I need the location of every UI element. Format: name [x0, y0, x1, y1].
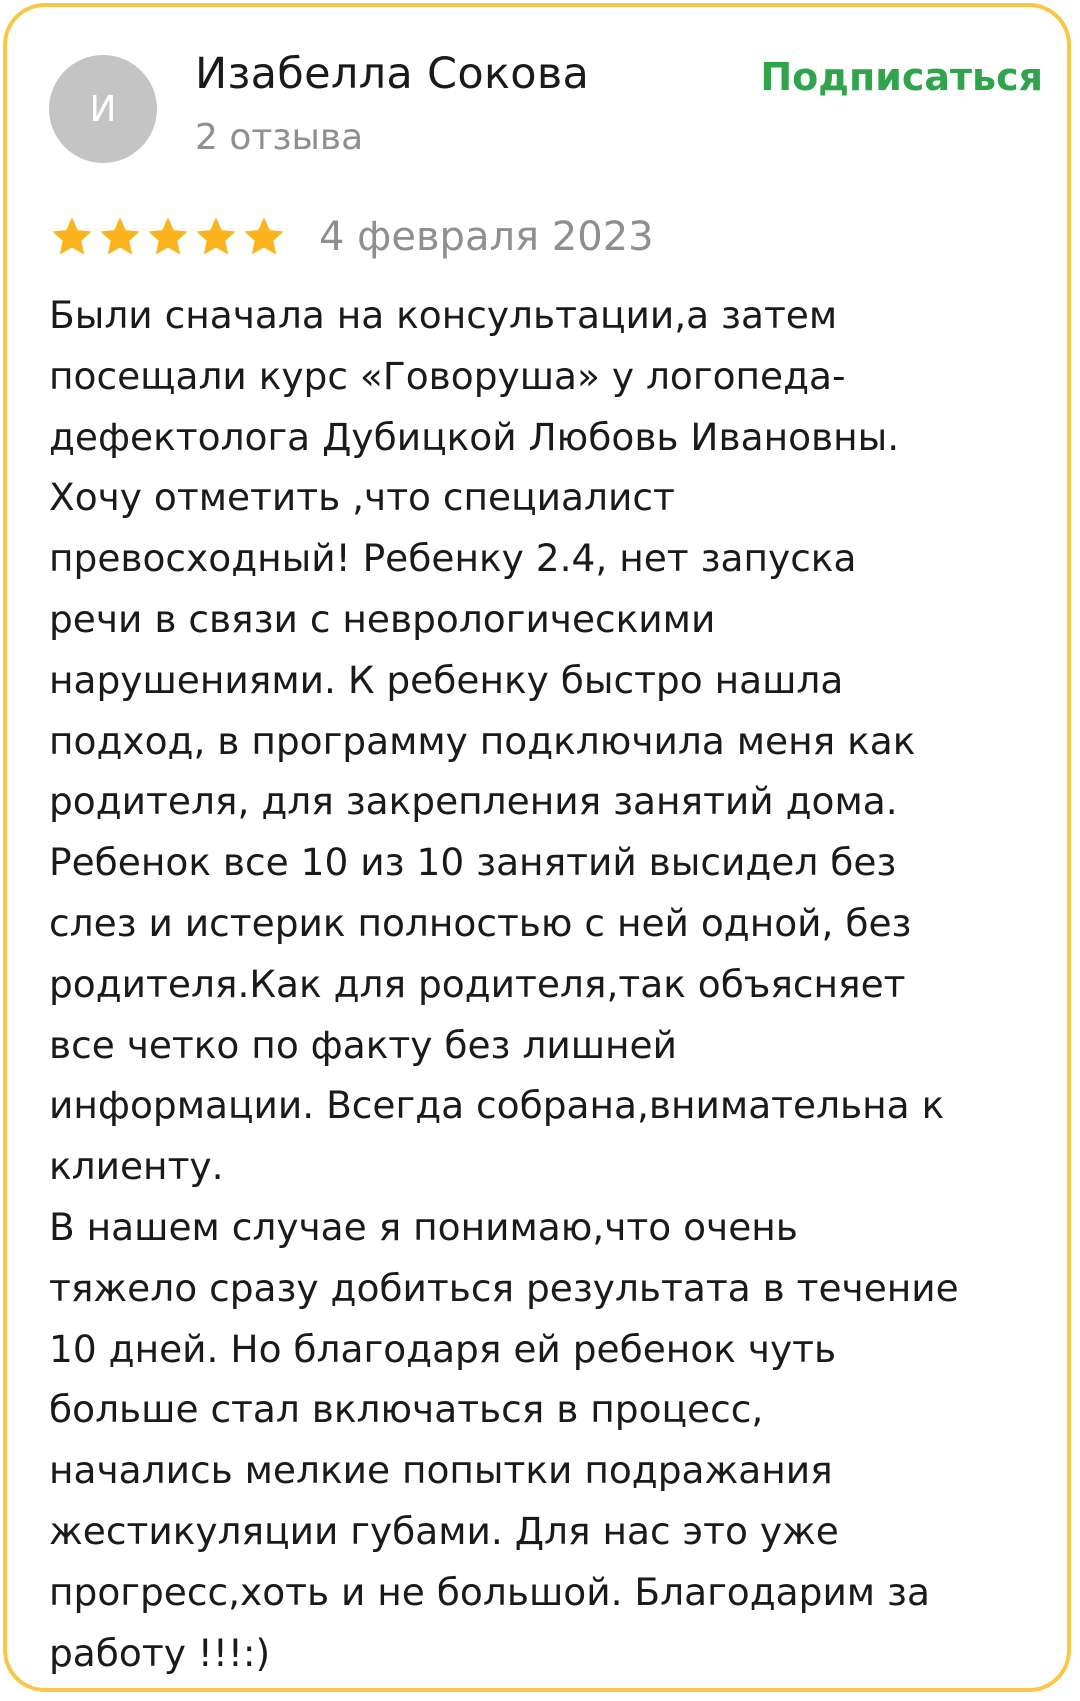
- author-review-count: 2 отзыва: [195, 117, 364, 158]
- star-icon: [49, 214, 95, 260]
- rating-row: [49, 211, 654, 263]
- star-icon: [193, 214, 239, 260]
- star-rating: [49, 214, 289, 260]
- subscribe-button[interactable]: Подписаться: [760, 55, 1043, 99]
- review-date: 4 февраля 2023: [319, 214, 654, 260]
- avatar-letter: И: [89, 88, 117, 130]
- star-icon: [97, 214, 143, 260]
- star-icon: [145, 214, 191, 260]
- avatar[interactable]: [49, 55, 157, 163]
- author-name[interactable]: Изабелла Сокова: [195, 49, 590, 99]
- star-icon: [241, 214, 287, 260]
- review-text: Были сначала на консультации,а затем посещали курс «Говоруша» у логопеда- дефектолога Дубицкой Любовь Ивановны. Хочу отметить ,что специалист превосходный! Ребенку 2.4, нет запуска речи в связи с неврологическими нарушениями. К ребенку быстро нашла подход, в программу подключила меня как родителя, для закрепления занятий дома. Ребенок все 10 из 10 занятий высидел без слез и истерик полностью с ней одной, без родителя.Как для родителя,так объясняет все четко по факту без лишней информации. Всегда собрана,внимательна к клиенту. В нашем случае я понимаю,что очень тяжело сразу добиться результата в течение 10 дней. Но благодаря ей ребенок чуть больше стал включаться в процесс, начались мелкие попытки подражания жестикуляции губами. Для нас это уже прогресс,хоть и не большой. Благодарим за работу !!!:): [49, 293, 959, 1675]
- review-card: [3, 3, 1071, 1692]
